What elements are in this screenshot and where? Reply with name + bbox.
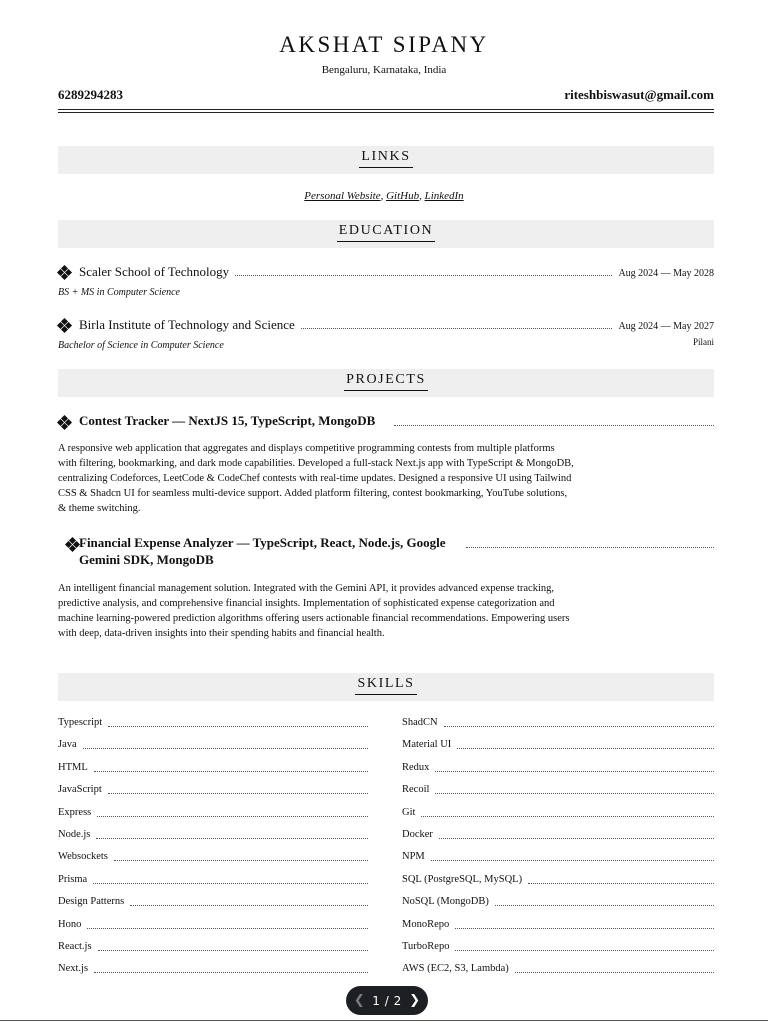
- dot-leader: [235, 275, 612, 276]
- skill-name: Git: [402, 806, 416, 818]
- chevron-left-icon[interactable]: ❮: [353, 993, 365, 1008]
- header-divider-top: [58, 109, 714, 110]
- bullet-icon: [58, 319, 71, 331]
- skill-name: Java: [58, 739, 77, 751]
- skill-item: [58, 781, 368, 797]
- phone-number: 6289294283: [58, 87, 123, 102]
- dot-leader: [130, 905, 368, 906]
- school-name: Birla Institute of Technology and Science: [79, 317, 295, 332]
- dot-leader: [455, 928, 714, 929]
- skill-item: [402, 848, 714, 864]
- skill-name: NPM: [402, 851, 425, 863]
- project-description: A responsive web application that aggregates and displays competitive programming contests from multiple platforms with filtering, bookmarking, and dark mode capabilities. Developed a full-stack Next.js app with TypeScript & MongoDB, centralizing Codeforces, LeetCode & CodeChef contests with real-time updates. Designed a responsive UI using Tailwind CSS & Shadcn UI for seamless multi-device support. Added platform filtering, contest bookmarking, YouTube solutions, & theme switching.: [58, 443, 574, 514]
- projects-section-header: [58, 369, 714, 397]
- skills-section-header: [58, 673, 714, 701]
- skill-item: [58, 848, 368, 864]
- education-entry: [58, 264, 714, 280]
- dot-leader: [455, 950, 714, 951]
- education-dates: Aug 2024 — May 2027: [618, 321, 714, 332]
- education-section-title: EDUCATION: [337, 222, 436, 242]
- personal-website-link[interactable]: Personal Website: [304, 190, 381, 202]
- linkedin-link[interactable]: LinkedIn: [424, 190, 464, 202]
- skill-item: [58, 804, 368, 820]
- skill-item: [402, 804, 714, 820]
- chevron-right-icon[interactable]: ❯: [409, 993, 421, 1008]
- skill-name: Docker: [402, 828, 433, 840]
- dot-leader: [97, 816, 368, 817]
- skill-name: ShadCN: [402, 717, 438, 728]
- dot-leader: [83, 748, 368, 749]
- skill-name: Websockets: [58, 851, 108, 863]
- email-address[interactable]: riteshbiswasut@gmail.com: [564, 87, 714, 102]
- skill-item: [402, 893, 714, 909]
- skill-name: Next.js: [58, 963, 89, 975]
- dot-leader: [457, 748, 714, 749]
- skill-item: [58, 736, 368, 752]
- skill-name: Node.js: [58, 828, 91, 840]
- skill-name: Prisma: [58, 873, 88, 885]
- dot-leader: [439, 838, 714, 839]
- dot-leader: [96, 838, 368, 839]
- links-section-header: [58, 146, 714, 174]
- skill-name: SQL (PostgreSQL, MySQL): [402, 873, 523, 885]
- skill-item: [402, 714, 714, 730]
- skill-name: React.js: [58, 940, 92, 952]
- skill-item: [58, 916, 368, 932]
- skill-name: MonoRepo: [402, 918, 450, 930]
- education-section-header: [58, 220, 714, 248]
- skills-column-left: [58, 714, 368, 976]
- links-separator: ,: [380, 190, 387, 202]
- dot-leader: [466, 546, 714, 548]
- degree-name: Bachelor of Science in Computer Science: [58, 340, 224, 351]
- skill-name: AWS (EC2, S3, Lambda): [402, 963, 509, 975]
- skills-column-right: [402, 714, 714, 976]
- skill-item: [402, 871, 714, 887]
- candidate-name: AKSHAT SIPANY: [279, 32, 489, 57]
- dot-leader: [87, 928, 368, 929]
- github-link[interactable]: GitHub: [386, 190, 420, 202]
- skill-item: [402, 759, 714, 775]
- education-entry: [58, 317, 714, 333]
- dot-leader: [94, 771, 368, 772]
- links-section-title: LINKS: [359, 148, 412, 168]
- page-indicator: 1 / 2: [372, 993, 402, 1008]
- dot-leader: [108, 726, 368, 727]
- skill-name: Recoil: [402, 784, 430, 796]
- education-dates: Aug 2024 — May 2028: [618, 268, 714, 279]
- links-list: [0, 189, 768, 203]
- skill-item: [402, 781, 714, 797]
- skill-item: [58, 826, 368, 842]
- skill-name: Express: [58, 806, 92, 818]
- project-description: An intelligent financial management solution. Integrated with the Gemini API, it provides advanced expense tracking, predictive analysis, and comprehensive financial insights. Implementation of sophisticated expense categorization and machine learning-powered prediction algorithms offering users actionable financial recommendations. Empowering users with deep, data-driven insights into their spending habits and financial health.: [58, 583, 570, 639]
- dot-leader: [431, 860, 714, 861]
- project-title: Contest Tracker — NextJS 15, TypeScript, MongoDB: [79, 413, 376, 428]
- dot-leader: [301, 328, 613, 329]
- skill-name: TurboRepo: [402, 940, 450, 952]
- dot-leader: [108, 793, 368, 794]
- dot-leader: [528, 883, 714, 884]
- dot-leader: [394, 424, 714, 426]
- skill-name: Design Patterns: [58, 896, 125, 908]
- dot-leader: [421, 816, 714, 817]
- school-location: Pilani: [692, 337, 714, 347]
- viewer-bottom-edge: [0, 1020, 768, 1021]
- skill-item: [58, 893, 368, 909]
- skill-name: Material UI: [402, 739, 452, 751]
- skill-name: NoSQL (MongoDB): [402, 896, 489, 908]
- skill-name: JavaScript: [58, 784, 102, 796]
- dot-leader: [94, 972, 368, 973]
- dot-leader: [435, 793, 714, 794]
- skill-item: [58, 759, 368, 775]
- header-divider-bottom: [58, 112, 714, 113]
- candidate-location: Bengaluru, Karnataka, India: [321, 64, 447, 76]
- skill-name: HTML: [58, 761, 88, 773]
- skill-name: Hono: [58, 918, 82, 930]
- skill-item: [58, 938, 368, 954]
- skill-item: [402, 938, 714, 954]
- degree-name: BS + MS in Computer Science: [58, 287, 180, 298]
- skill-item: [58, 960, 368, 976]
- skill-item: [402, 960, 714, 976]
- skill-item: [402, 826, 714, 842]
- bullet-icon: [58, 266, 71, 278]
- dot-leader: [435, 771, 714, 772]
- skill-name: Typescript: [58, 717, 103, 728]
- page-navigation: [346, 986, 428, 1015]
- skill-item: [402, 736, 714, 752]
- school-name: Scaler School of Technology: [79, 264, 230, 279]
- projects-section-title: PROJECTS: [344, 371, 428, 391]
- skills-section-title: SKILLS: [355, 675, 416, 695]
- dot-leader: [114, 860, 368, 861]
- dot-leader: [93, 883, 368, 884]
- skill-item: [402, 916, 714, 932]
- dot-leader: [98, 950, 368, 951]
- links-separator: ,: [419, 190, 425, 202]
- skill-name: Redux: [402, 761, 430, 773]
- project-title: Financial Expense Analyzer — TypeScript, React, Node.js, Google Gemini SDK, MongoDB: [79, 535, 446, 567]
- dot-leader: [495, 905, 714, 906]
- skill-item: [58, 871, 368, 887]
- skill-item: [58, 714, 368, 730]
- dot-leader: [515, 972, 714, 973]
- dot-leader: [444, 726, 714, 727]
